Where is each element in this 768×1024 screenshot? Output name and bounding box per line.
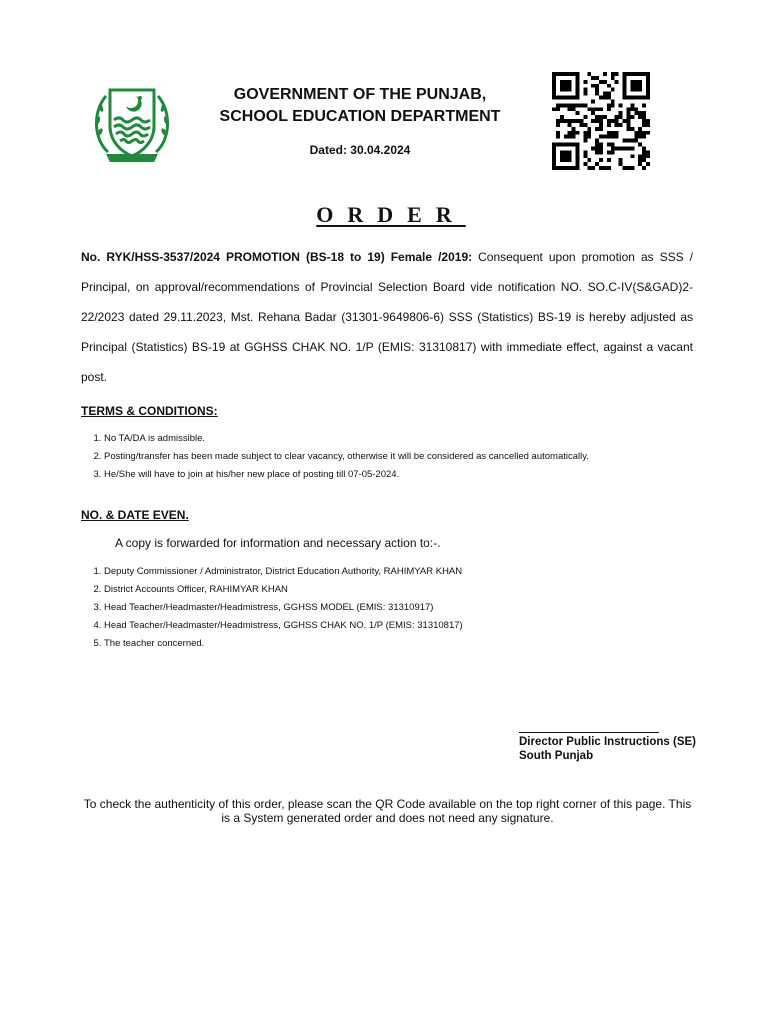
list-item: 2. Posting/transfer has been made subject to clear vacancy, otherwise it will be considered as cancelled automatically. bbox=[104, 448, 589, 466]
list-item: 2. District Accounts Officer, RAHIMYAR KHAN bbox=[104, 581, 463, 599]
order-body bbox=[81, 242, 693, 392]
list-item: 3. Head Teacher/Headmaster/Headmistress, GGHSS MODEL (EMIS: 31310917) bbox=[104, 599, 463, 617]
terms-heading: TERMS & CONDITIONS: bbox=[81, 404, 218, 418]
list-item: 1. No TA/DA is admissible. bbox=[104, 430, 589, 448]
signature-block bbox=[519, 735, 696, 763]
signatory-title: Director Public Instructions (SE) bbox=[519, 736, 696, 748]
signatory-region: South Punjab bbox=[519, 750, 594, 762]
terms-list bbox=[81, 430, 589, 484]
copy-heading: NO. & DATE EVEN. bbox=[81, 508, 189, 522]
punjab-government-emblem-icon bbox=[90, 82, 174, 166]
header-line-government: GOVERNMENT OF THE PUNJAB, bbox=[233, 86, 487, 103]
order-text: Consequent upon promotion as SSS / Principal, on approval/recommendations of Provincial Selection Board vide notification NO. SO.C-IV(S&GAD)2-22/2023 dated 29.11.2023, Mst. Rehana Badar (31301-9649806-6) SSS (Statistics) BS-19 is hereby adjusted as Principal (Statistics) BS-19 at GGHSS CHAK NO. 1/P (EMIS: 31310817) with immediate effect, against a vacant post. bbox=[81, 250, 693, 384]
copy-recipients-list bbox=[81, 563, 463, 653]
signature-line bbox=[519, 732, 659, 733]
list-item: 5. The teacher concerned. bbox=[104, 635, 463, 653]
copy-intro: A copy is forwarded for information and necessary action to:-. bbox=[115, 536, 441, 550]
header-line-department: SCHOOL EDUCATION DEPARTMENT bbox=[219, 108, 501, 125]
qr-code-icon[interactable] bbox=[552, 72, 650, 170]
department-header bbox=[180, 84, 540, 128]
order-date: Dated: 30.04.2024 bbox=[309, 143, 411, 157]
order-reference: No. RYK/HSS-3537/2024 PROMOTION (BS-18 to 19) Female /2019: bbox=[81, 250, 473, 264]
order-title: ORDER bbox=[316, 202, 466, 227]
authenticity-footer: To check the authenticity of this order, please scan the QR Code available on the top right corner of this page. This is a System generated order and does not need any signature. bbox=[83, 797, 692, 825]
list-item: 3. He/She will have to join at his/her new place of posting till 07-05-2024. bbox=[104, 466, 589, 484]
list-item: 4. Head Teacher/Headmaster/Headmistress, GGHSS CHAK NO. 1/P (EMIS: 31310817) bbox=[104, 617, 463, 635]
list-item: 1. Deputy Commissioner / Administrator, District Education Authority, RAHIMYAR KHAN bbox=[104, 563, 463, 581]
